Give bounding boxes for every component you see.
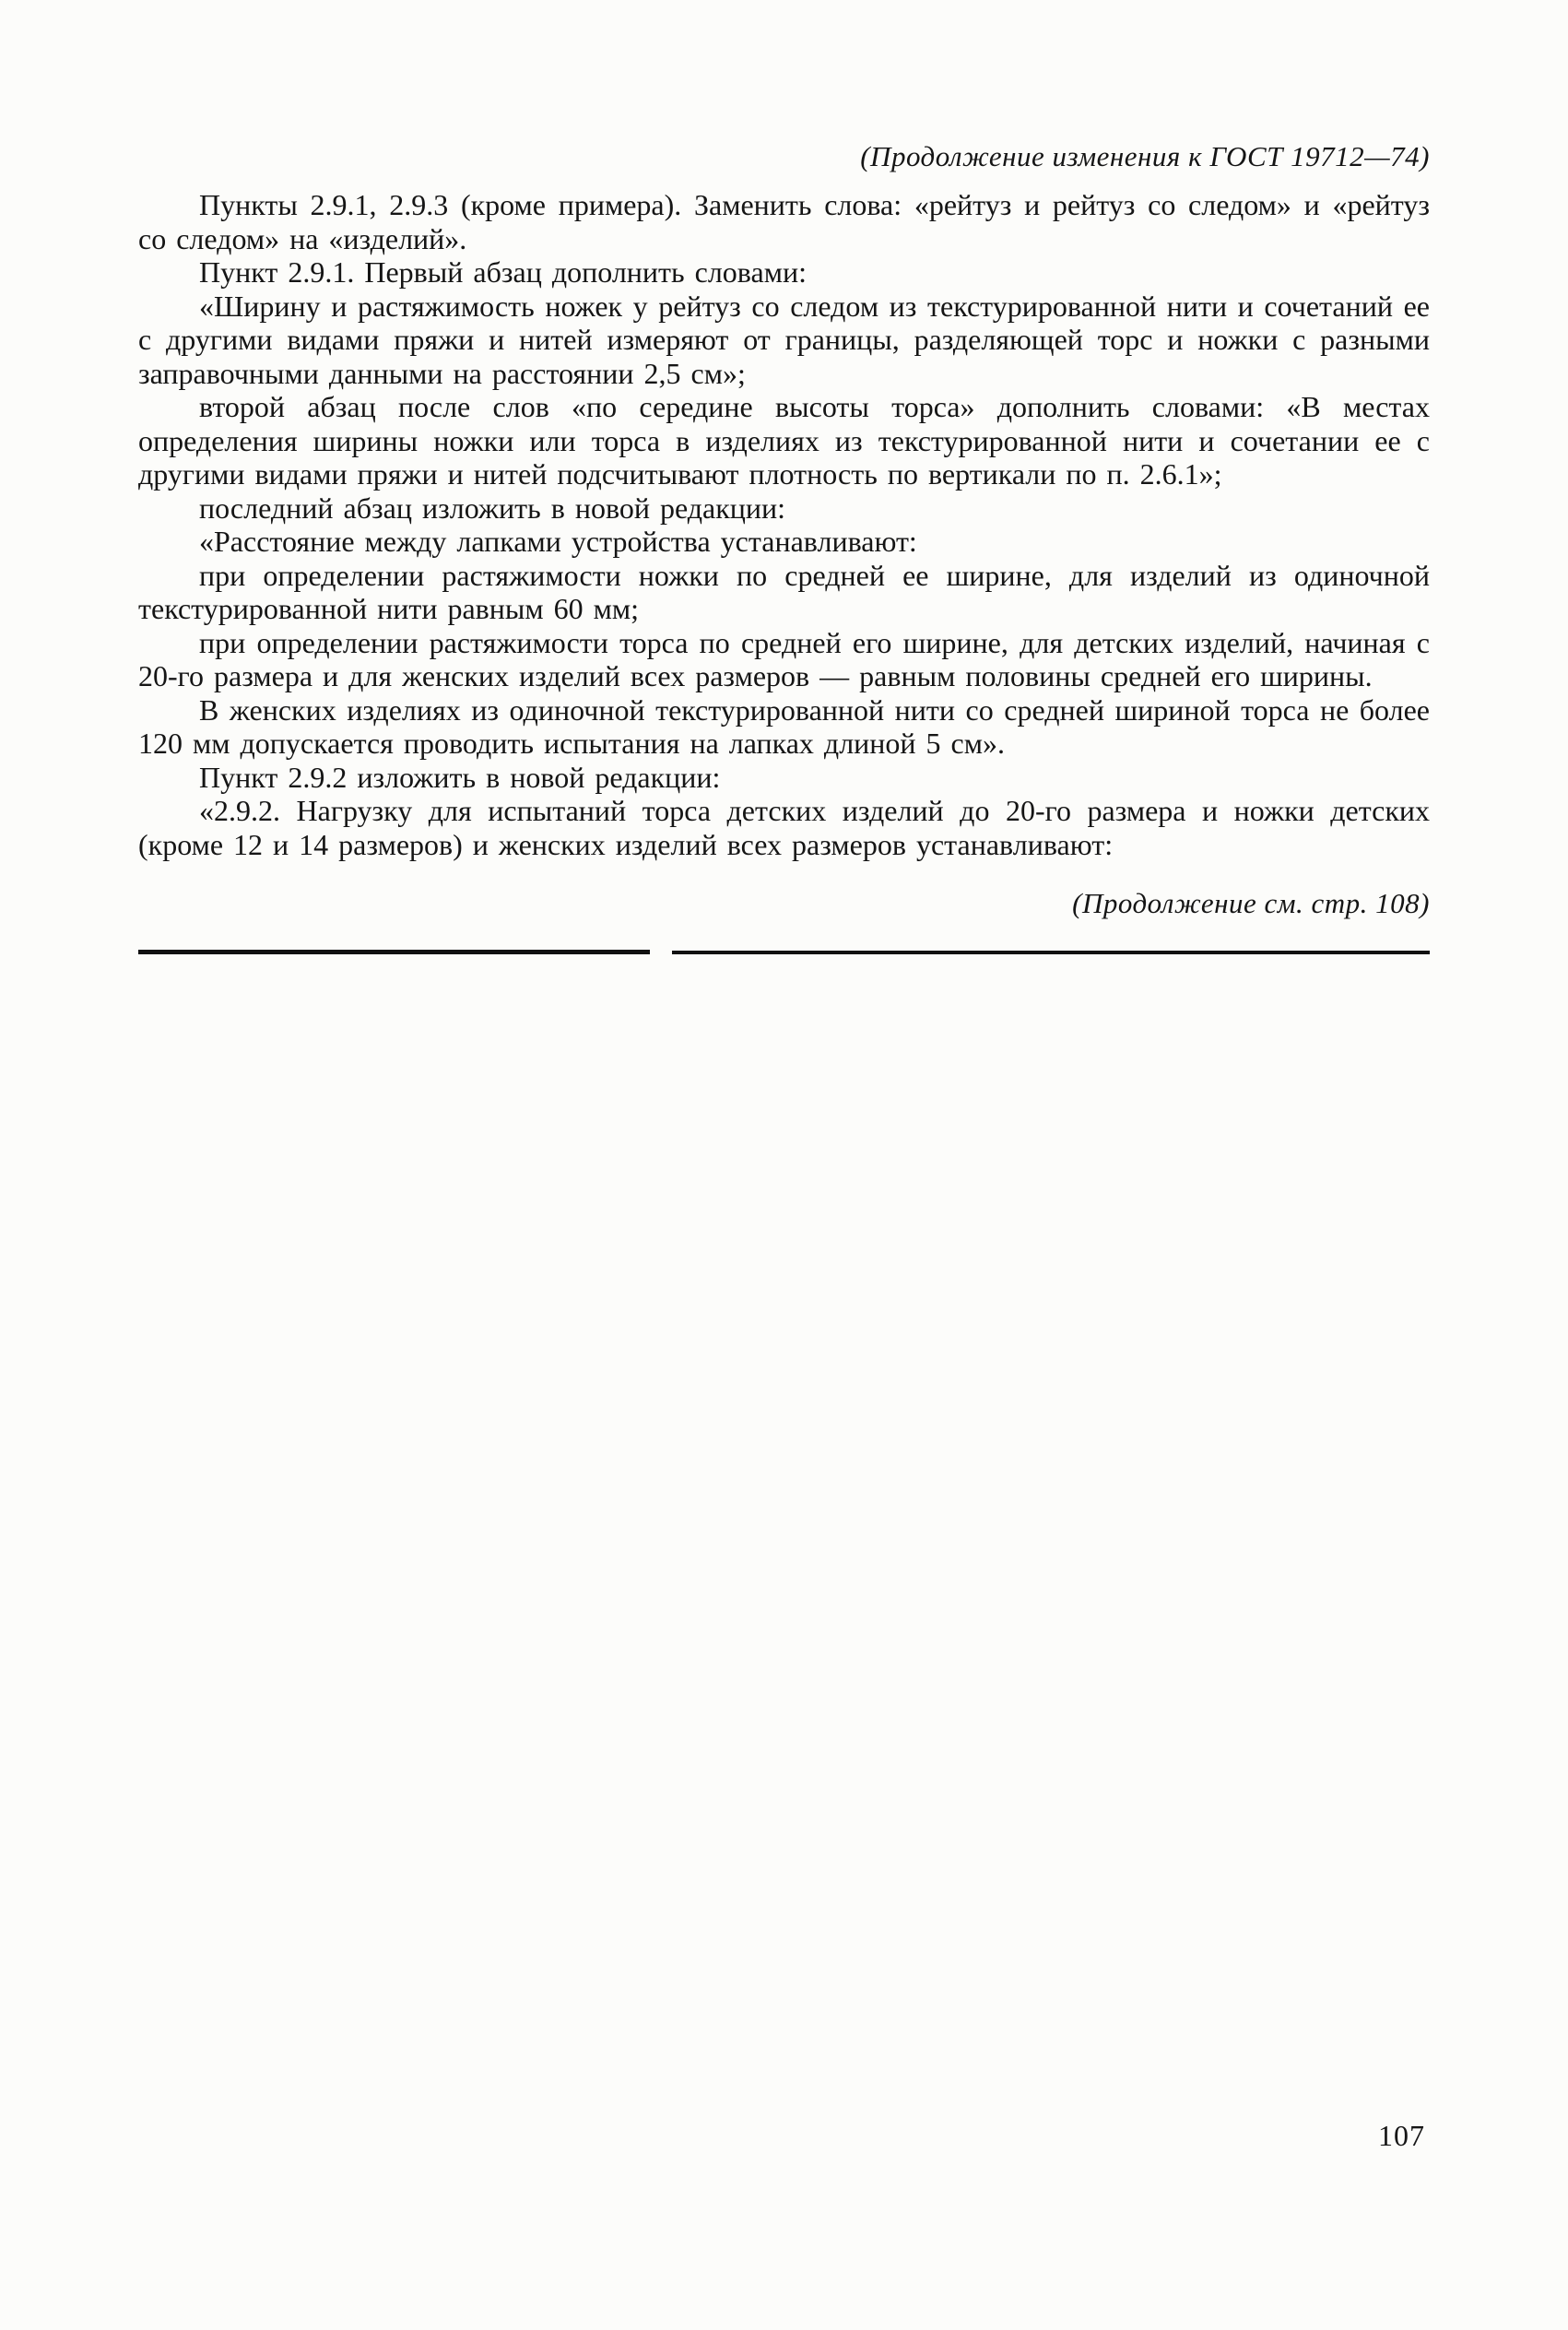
horizontal-rule xyxy=(138,950,1430,954)
paragraph: последний абзац изложить в новой редакции: xyxy=(199,491,786,525)
paragraph: Пункт 2.9.2 изложить в новой редакции: xyxy=(199,760,721,794)
rule-segment-right xyxy=(672,951,1430,954)
paragraph: при определении растяжимости ножки по средней ее ширине, для изделий из одиночной текстурированной нити равным 60 мм; xyxy=(138,558,1430,625)
continuation-header-note: (Продолжение изменения к ГОСТ 19712—74) xyxy=(860,140,1430,172)
content-area xyxy=(138,138,1430,954)
rule-segment-left xyxy=(138,950,650,954)
paragraph: «2.9.2. Нагрузку для испытаний торса детских изделий до 20-го размера и ножки детских (кроме 12 и 14 размеров) и женских изделий всех размеров устанавливают: xyxy=(138,794,1430,861)
paragraph: Пункты 2.9.1, 2.9.3 (кроме примера). Заменить слова: «рейтуз и рейтуз со следом» и «рейтуз со следом» на «изделий». xyxy=(138,188,1430,255)
continuation-footer-note: (Продолжение см. стр. 108) xyxy=(1072,887,1430,919)
paragraph: второй абзац после слов «по середине высоты торса» дополнить словами: «В местах определения ширины ножки или торса в изделиях из текстурированной нити и сочетании ее с другими видами пряжи и нитей подсчитывают плотность по вертикали по п. 2.6.1»; xyxy=(138,390,1430,491)
body-text xyxy=(138,188,1430,861)
paragraph: «Расстояние между лапками устройства устанавливают: xyxy=(199,525,917,558)
paragraph: при определении растяжимости торса по средней его ширине, для детских изделий, начиная с 20-го размера и для женских изделий всех размеров — равным половины средней его ширины. xyxy=(138,625,1430,692)
paragraph: Пункт 2.9.1. Первый абзац дополнить словами: xyxy=(199,255,807,289)
page-number: 107 xyxy=(1378,2119,1425,2152)
paragraph: В женских изделиях из одиночной текстурированной нити со средней шириной торса не более 120 мм допускается проводить испытания на лапках длиной 5 см». xyxy=(138,692,1430,760)
paragraph: «Ширину и растяжимость ножек у рейтуз со следом из текстурированной нити и сочетаний ее с другими видами пряжи и нитей измеряют от границы, разделяющей торс и ножки с разными заправочными данными на расстоянии 2,5 см»; xyxy=(138,289,1430,390)
